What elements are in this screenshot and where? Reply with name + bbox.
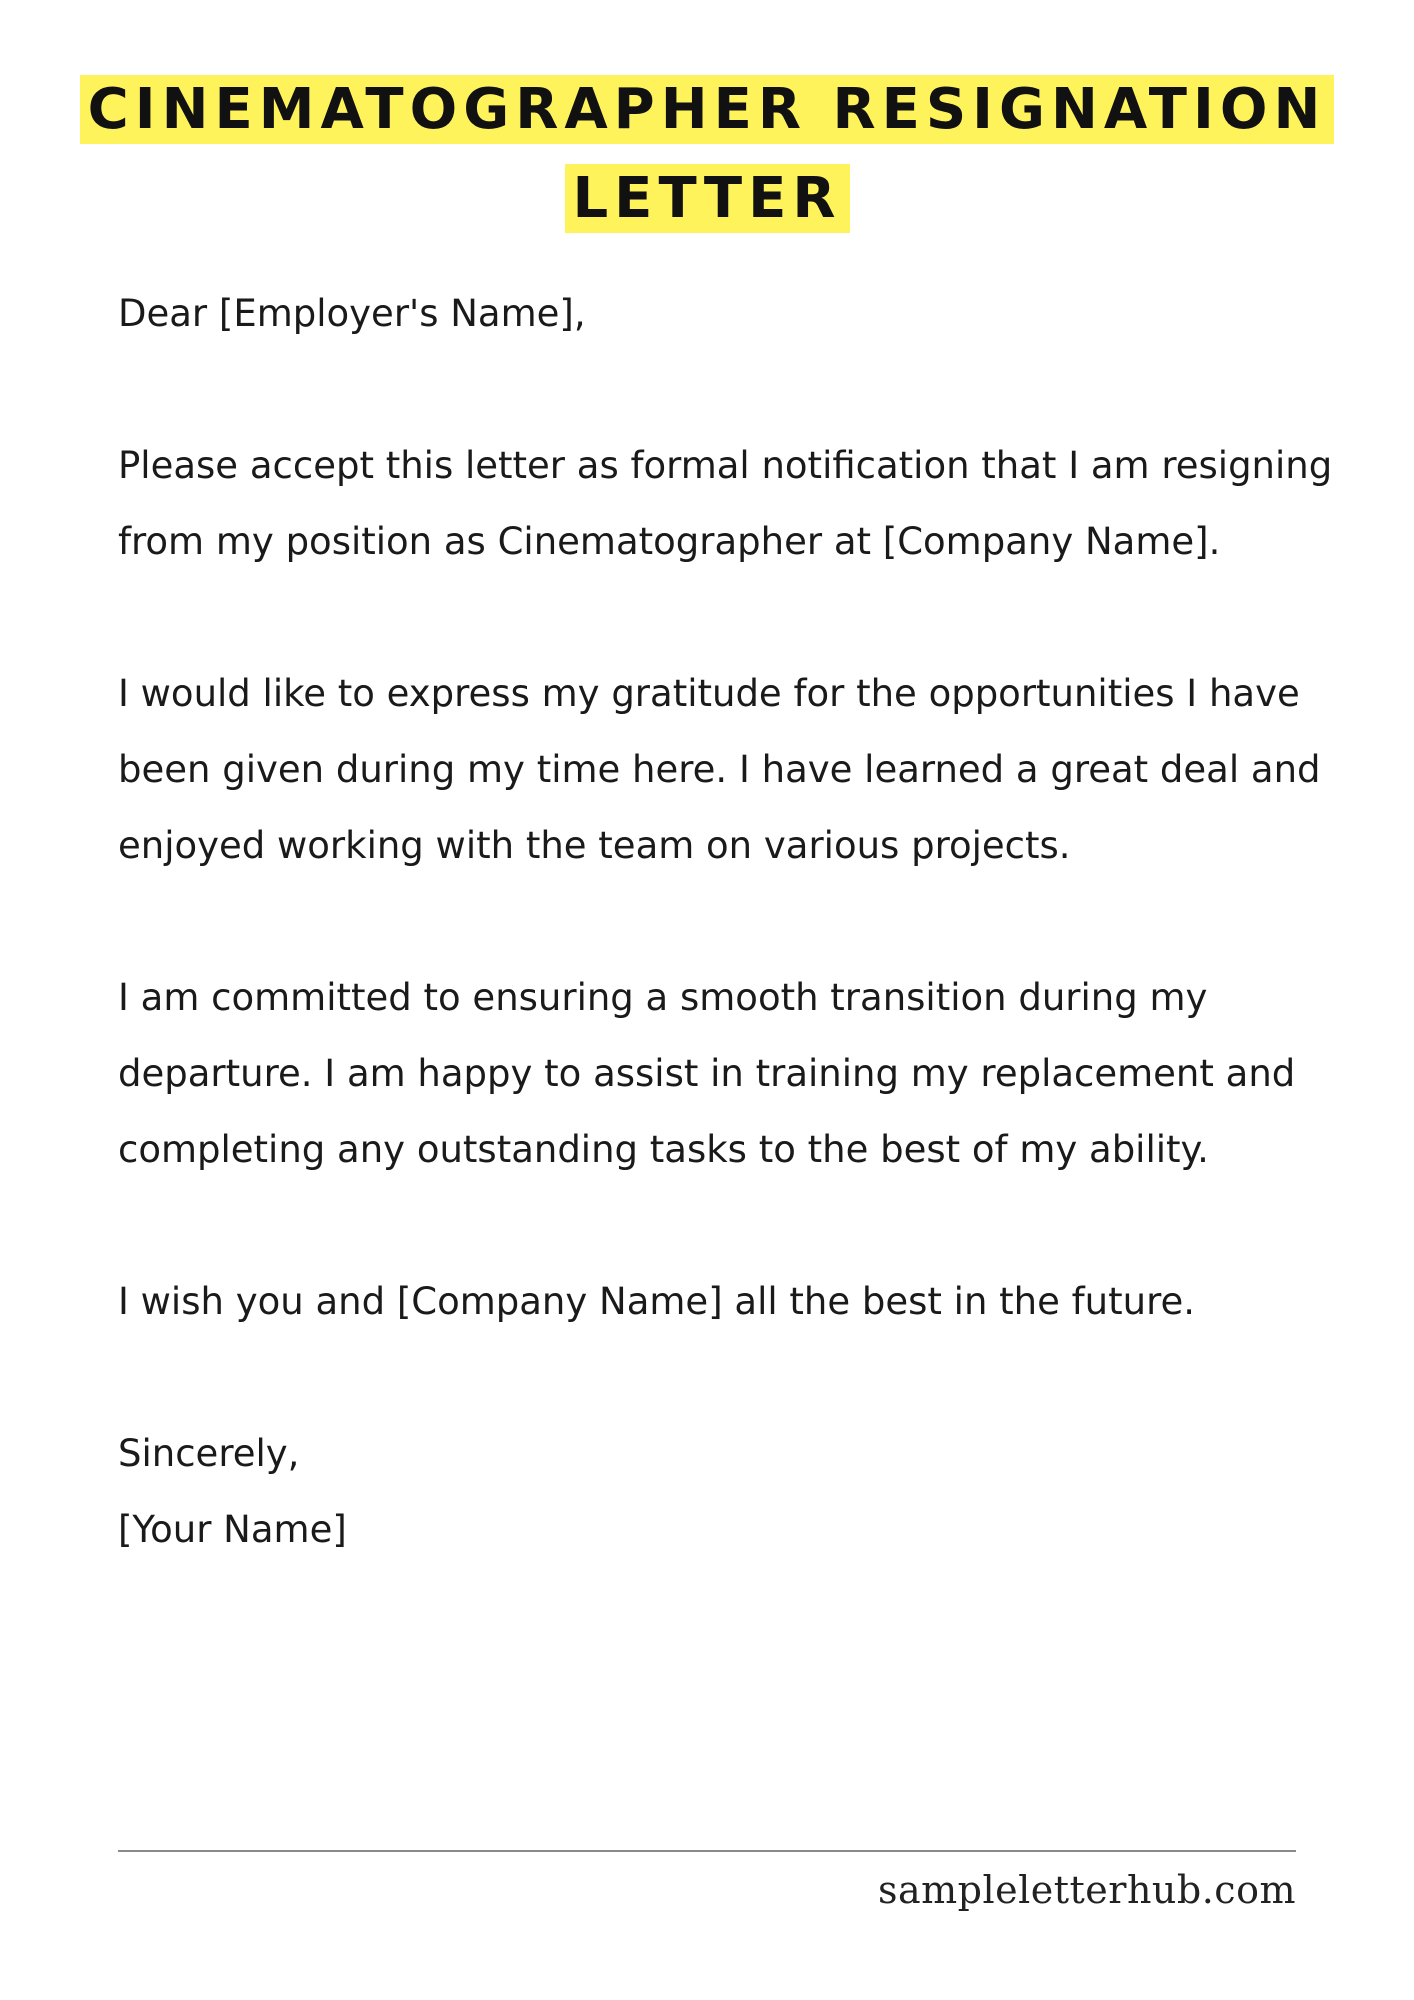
footer-site: sampleletterhub.com [877,1868,1296,1912]
paragraph-2: I would like to express my gratitude for the opportunities I have been given during my time here. I have learned a great deal and enjoyed working with the team on various projects. [118,672,1321,867]
paragraph-3: I am committed to ensuring a smooth transition during my departure. I am happy to assist in training my replacement and completing any outstanding tasks to the best of my ability. [118,976,1296,1171]
paragraph-1: Please accept this letter as formal notification that I am resigning from my position as Cinematographer at [Company Name]. [118,444,1333,563]
salutation: Dear [Employer's Name], [118,292,586,335]
closing: Sincerely, [118,1432,300,1475]
signature: [Your Name] [118,1508,347,1551]
page-title: CINEMATOGRAPHER RESIGNATION LETTER [80,75,1335,233]
paragraph-4: I wish you and [Company Name] all the best in the future. [118,1280,1195,1323]
footer-divider [118,1850,1296,1852]
letter-body [118,276,1358,1568]
title-container [0,72,1414,250]
